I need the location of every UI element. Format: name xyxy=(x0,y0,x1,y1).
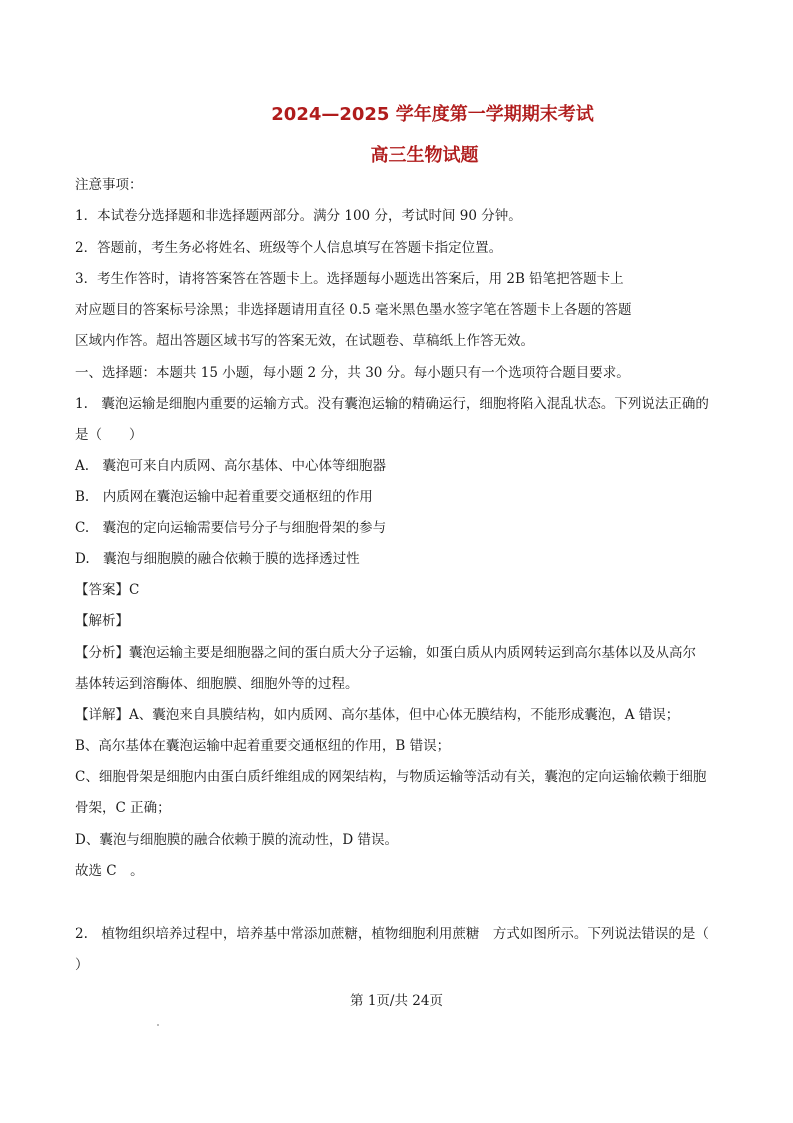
section-heading: 一、选择题：本题共 15 小题，每小题 2 分，共 30 分。每小题只有一个选项符合题目要求。 xyxy=(75,365,630,381)
q1-option-b: B. 内质网在囊泡运输中起着重要交通枢纽的作用 xyxy=(75,489,373,505)
notice-item-3: 3．考生作答时，请将答案答在答题卡上。选择题每小题选出答案后，用 2B 铅笔把答题卡上 xyxy=(75,271,624,287)
q1-analysis-line-1: 【分析】囊泡运输主要是细胞器之间的蛋白质大分子运输，如蛋白质从内质网转运到高尔基体以及从高尔 xyxy=(75,645,696,661)
notice-item-2: 2．答题前，考生务必将姓名、班级等个人信息填写在答题卡指定位置。 xyxy=(75,240,503,256)
q1-detail-line-3: C、细胞骨架是细胞内由蛋白质纤维组成的网架结构，与物质运输等活动有关，囊泡的定向运输依赖于细胞 xyxy=(75,769,707,785)
exam-title: 2024—2025 学年度第一学期期末考试 xyxy=(271,104,594,125)
q2-stem: 2. 植物组织培养过程中，培养基中常添加蔗糖，植物细胞利用蔗糖 方式如图所示。下列说法错误的是（ xyxy=(75,926,709,942)
q2-stem-cont: ） xyxy=(75,957,89,973)
page-footer: 第 1页/共 24页 xyxy=(350,993,443,1009)
notice-heading: 注意事项： xyxy=(75,177,143,193)
q1-answer: 【答案】C xyxy=(75,582,140,598)
q1-detail-line-5: D、囊泡与细胞膜的融合依赖于膜的流动性，D 错误。 xyxy=(75,832,398,848)
scan-speck xyxy=(157,1024,159,1026)
q1-option-a: A. 囊泡可来自内质网、高尔基体、中心体等细胞器 xyxy=(75,458,387,474)
q1-detail-line-4: 骨架，C 正确； xyxy=(75,800,171,816)
q1-choice: 故选 C 。 xyxy=(75,863,144,879)
q1-detail-line-1: 【详解】A、囊泡来自具膜结构，如内质网、高尔基体，但中心体无膜结构，不能形成囊泡，A 错误； xyxy=(75,707,680,723)
q1-analysis-line-2: 基体转运到溶酶体、细胞膜、细胞外等的过程。 xyxy=(75,676,359,692)
q1-analysis-label: 【解析】 xyxy=(75,613,129,629)
notice-item-3-cont-2: 区域内作答。超出答题区域书写的答案无效，在试题卷、草稿纸上作答无效。 xyxy=(75,333,534,349)
exam-subtitle: 高三生物试题 xyxy=(370,145,479,166)
q1-detail-line-2: B、高尔基体在囊泡运输中起着重要交通枢纽的作用，B 错误； xyxy=(75,738,451,754)
notice-item-3-cont-1: 对应题目的答案标号涂黑；非选择题请用直径 0.5 毫米黑色墨水签字笔在答题卡上各题的答题 xyxy=(75,302,632,318)
q1-stem-cont: 是（ ） xyxy=(75,427,143,443)
q1-option-c: C. 囊泡的定向运输需要信号分子与细胞骨架的参与 xyxy=(75,520,387,536)
q1-stem: 1. 囊泡运输是细胞内重要的运输方式。没有囊泡运输的精确运行，细胞将陷入混乱状态。下列说法正确的 xyxy=(75,396,709,412)
notice-item-1: 1．本试卷分选择题和非选择题两部分。满分 100 分，考试时间 90 分钟。 xyxy=(75,208,522,224)
q1-option-d: D. 囊泡与细胞膜的融合依赖于膜的选择透过性 xyxy=(75,551,360,567)
